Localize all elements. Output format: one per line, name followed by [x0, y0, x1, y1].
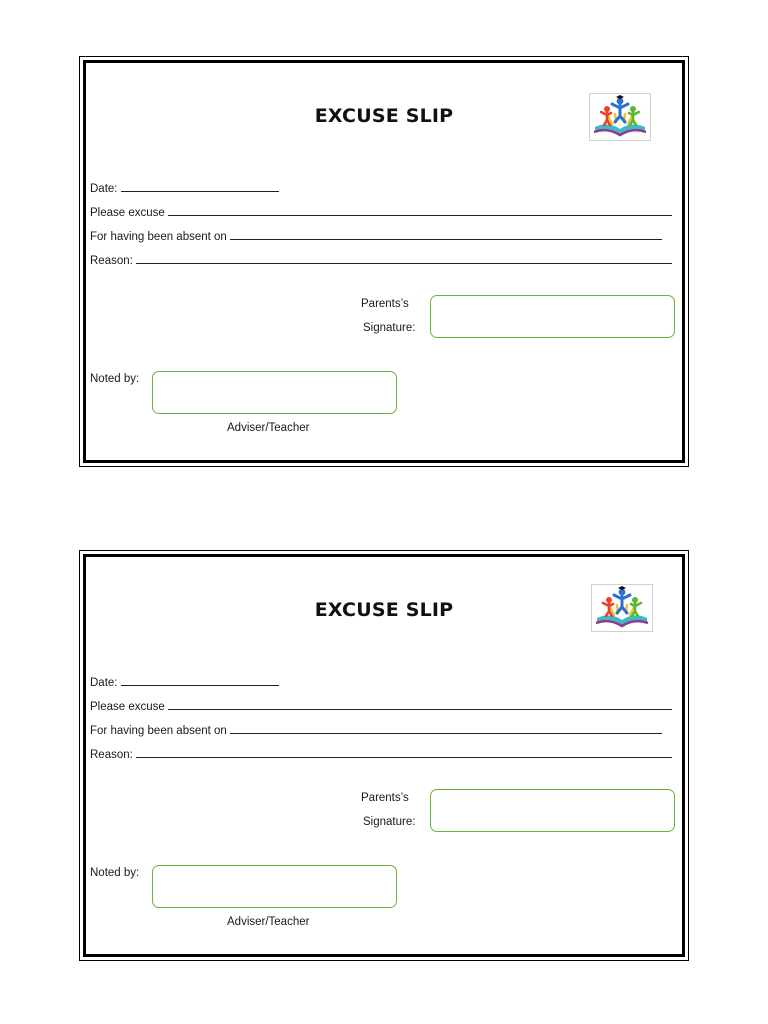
date-row — [90, 177, 279, 195]
parent-signature-box — [430, 295, 675, 338]
reason-label: Reason: — [90, 749, 133, 761]
slip-title: EXCUSE SLIP — [314, 105, 454, 127]
absent-on-blank-line — [230, 239, 662, 240]
reason-blank-line — [136, 263, 672, 264]
adviser-teacher-label: Adviser/Teacher — [227, 916, 310, 928]
date-row — [90, 671, 279, 689]
reason-row — [90, 249, 672, 267]
absent-on-row — [90, 719, 662, 737]
absent-on-row — [90, 225, 662, 243]
signature-label: Signature: — [363, 322, 416, 334]
excuse-slip-bottom — [79, 550, 689, 961]
adviser-signature-box — [152, 865, 397, 908]
parents-label: Parents’s — [361, 298, 409, 310]
slip-title: EXCUSE SLIP — [314, 599, 454, 621]
date-blank-line — [121, 191, 279, 192]
excuse-slip-top — [79, 56, 689, 467]
school-logo-icon — [591, 584, 653, 632]
slip-frame — [83, 554, 685, 957]
date-blank-line — [121, 685, 279, 686]
absent-on-blank-line — [230, 733, 662, 734]
school-logo-icon — [589, 93, 651, 141]
adviser-signature-box — [152, 371, 397, 414]
adviser-teacher-label: Adviser/Teacher — [227, 422, 310, 434]
signature-label: Signature: — [363, 816, 416, 828]
parent-signature-box — [430, 789, 675, 832]
reason-label: Reason: — [90, 255, 133, 267]
noted-by-label: Noted by: — [90, 867, 140, 879]
parents-label: Parents’s — [361, 792, 409, 804]
absent-on-label: For having been absent on — [90, 231, 227, 243]
reason-blank-line — [136, 757, 672, 758]
absent-on-label: For having been absent on — [90, 725, 227, 737]
date-label: Date: — [90, 183, 118, 195]
noted-by-label: Noted by: — [90, 373, 140, 385]
please-excuse-label: Please excuse — [90, 701, 165, 713]
please-excuse-row — [90, 201, 672, 219]
slip-frame — [83, 60, 685, 463]
date-label: Date: — [90, 677, 118, 689]
reason-row — [90, 743, 672, 761]
please-excuse-blank-line — [168, 709, 672, 710]
please-excuse-blank-line — [168, 215, 672, 216]
please-excuse-row — [90, 695, 672, 713]
please-excuse-label: Please excuse — [90, 207, 165, 219]
